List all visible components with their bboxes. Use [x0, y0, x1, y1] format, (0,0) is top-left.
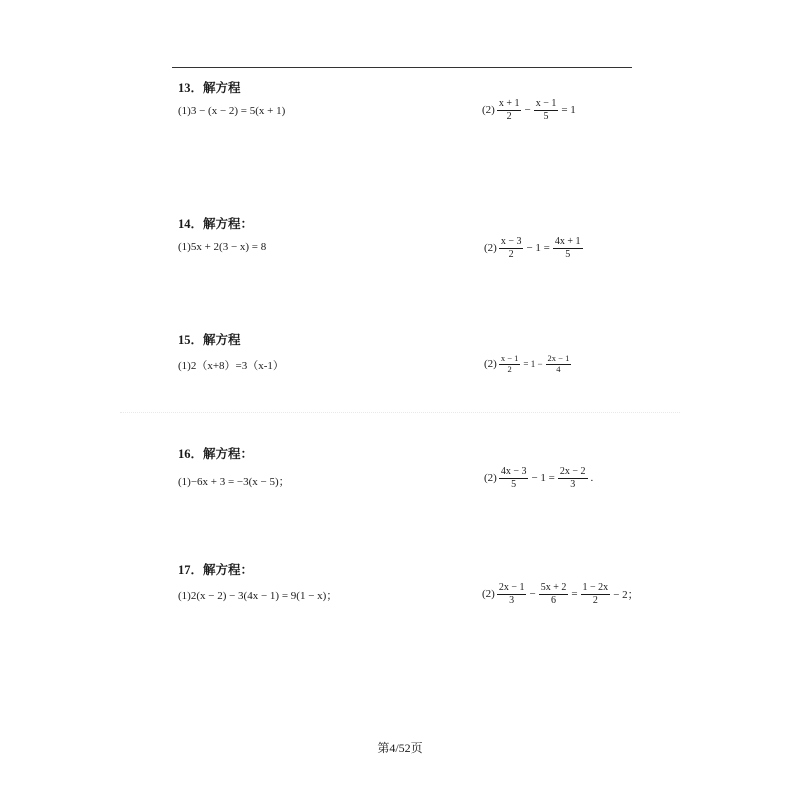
problem-16-part-2: [484, 466, 594, 490]
fraction: $\frac{2x - 2}{3}$: [559, 466, 586, 490]
problem-heading: 15．解方程: [178, 333, 241, 347]
part-label: (2): [484, 358, 497, 371]
problem-17-part-2: [482, 582, 640, 606]
operator: −: [529, 588, 536, 600]
part-label: (2): [482, 104, 495, 116]
operator: − 1 =: [526, 242, 550, 254]
problem-heading: 14．解方程：: [178, 217, 254, 231]
part-label: (2): [484, 242, 497, 254]
operator: − 2；: [613, 589, 639, 601]
operator: =: [571, 588, 578, 600]
fraction: $\frac{x - 3}{2}$: [500, 236, 522, 260]
problem-15-part-2: [484, 354, 573, 375]
fraction: $\frac{4x + 1}{5}$: [554, 236, 581, 260]
fraction: $\frac{1 - 2x}{2}$: [582, 582, 609, 606]
problem-16-part-1: (1)−6x + 3 = −3(x − 5)；: [178, 476, 290, 488]
scan-fold-line: [120, 412, 680, 413]
part-label: (2): [484, 472, 497, 484]
problem-heading: 16．解方程：: [178, 447, 254, 461]
problem-heading: 17．解方程：: [178, 563, 254, 577]
operator: − 1 =: [531, 472, 555, 484]
fraction: $\frac{4x - 3}{5}$: [500, 466, 527, 490]
fraction: $\frac{2x - 1}{4}$: [547, 353, 570, 374]
fraction: $\frac{x + 1}{2}$: [498, 98, 520, 122]
header-rule: [172, 67, 632, 68]
problem-14-part-1: (1)5x + 2(3 − x) = 8: [178, 241, 267, 253]
fraction: $\frac{x - 1}{5}$: [535, 98, 557, 122]
page-number: 第4/52页: [377, 741, 423, 755]
problem-15-part-1: (1)2（x+8）=3（x-1）: [178, 360, 284, 372]
problem-14-part-2: [484, 236, 585, 260]
problem-17-part-1: (1)2(x − 2) − 3(4x − 1) = 9(1 − x)；: [178, 590, 338, 602]
fraction: $\frac{2x - 1}{3}$: [498, 582, 525, 606]
operator: .: [590, 472, 594, 484]
fraction: $\frac{x - 1}{2}$: [500, 353, 519, 374]
operator: = 1: [561, 104, 576, 116]
operator: = 1 −: [523, 359, 543, 370]
problem-heading: 13．解方程: [178, 81, 241, 95]
problem-13-part-2: [482, 98, 577, 122]
operator: −: [524, 104, 531, 116]
problem-13-part-1: (1)3 − (x − 2) = 5(x + 1): [178, 105, 286, 117]
part-label: (2): [482, 588, 495, 600]
fraction: $\frac{5x + 2}{6}$: [540, 582, 567, 606]
